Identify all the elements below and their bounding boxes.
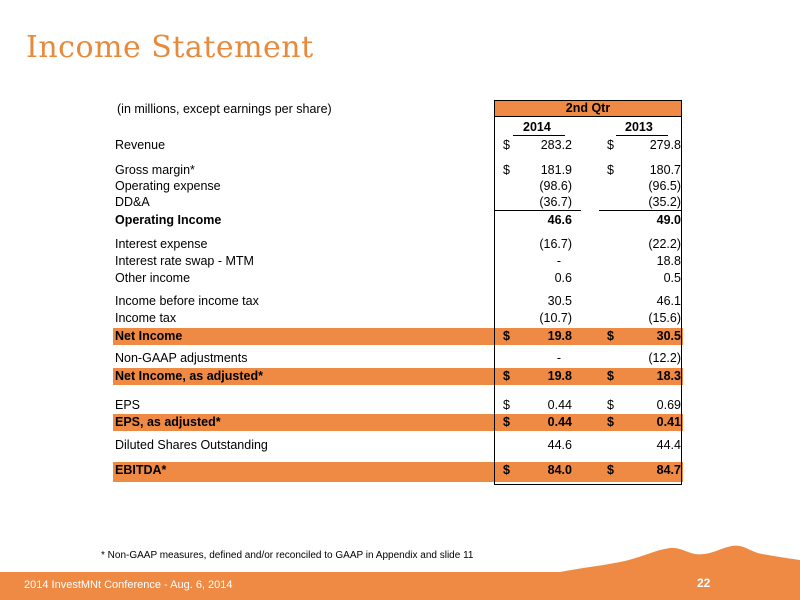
row-label: Interest expense bbox=[115, 237, 208, 251]
value-2014: 44.6 bbox=[547, 438, 572, 452]
value-2013: 18.3 bbox=[656, 369, 681, 383]
value-2013: 0.41 bbox=[656, 415, 681, 429]
footer-conference-text: 2014 InvestMNt Conference - Aug. 6, 2014 bbox=[24, 579, 233, 591]
period-header: 2nd Qtr bbox=[494, 100, 682, 117]
mountain-logo-graphic bbox=[560, 538, 800, 574]
value-2014: 181.9 bbox=[540, 163, 572, 177]
row-label: EBITDA* bbox=[115, 463, 167, 477]
value-2014: 19.8 bbox=[547, 369, 572, 383]
value-2013: 0.69 bbox=[656, 398, 681, 412]
value-2014: (98.6) bbox=[539, 179, 572, 193]
value-2014: 84.0 bbox=[547, 463, 572, 477]
row-label: Gross margin* bbox=[115, 163, 195, 177]
row-interest-expense bbox=[113, 236, 683, 253]
row-label: Other income bbox=[115, 271, 191, 285]
row-non-gaap-adjustments bbox=[113, 350, 683, 367]
row-label: DD&A bbox=[115, 195, 150, 209]
row-gross-margin bbox=[113, 162, 683, 179]
year-2013-header: 2013 bbox=[625, 120, 653, 134]
row-ebitda bbox=[113, 462, 683, 482]
row-operating-income bbox=[113, 212, 683, 229]
value-2013: 30.5 bbox=[656, 329, 681, 343]
row-income-tax bbox=[113, 310, 683, 327]
row-eps-adjusted bbox=[113, 414, 683, 431]
value-2014: 0.6 bbox=[554, 271, 572, 285]
value-2013: (35.2) bbox=[648, 195, 681, 209]
row-label: EPS, as adjusted* bbox=[115, 415, 221, 429]
value-2013: 0.5 bbox=[663, 271, 681, 285]
value-2013: 49.0 bbox=[656, 213, 681, 227]
row-label: Operating Income bbox=[115, 213, 222, 227]
row-label: Net Income bbox=[115, 329, 183, 343]
currency-2013: $ bbox=[607, 398, 614, 412]
table-bottom-rule bbox=[494, 484, 682, 485]
value-2013: 44.4 bbox=[656, 438, 681, 452]
row-label: Interest rate swap - MTM bbox=[115, 254, 254, 268]
row-dda bbox=[113, 194, 683, 211]
value-2014: 19.8 bbox=[547, 329, 572, 343]
value-2014: (16.7) bbox=[539, 237, 572, 251]
value-2014: (10.7) bbox=[539, 311, 572, 325]
row-label: Non-GAAP adjustments bbox=[115, 351, 248, 365]
year-underline bbox=[513, 135, 565, 136]
year-2014-header: 2014 bbox=[523, 120, 551, 134]
footnote: * Non-GAAP measures, defined and/or reconciled to GAAP in Appendix and slide 11 bbox=[101, 550, 474, 561]
row-diluted-shares bbox=[113, 437, 683, 454]
currency-2013: $ bbox=[607, 463, 614, 477]
page-number: 22 bbox=[697, 576, 711, 590]
row-interest-rate-swap bbox=[113, 253, 683, 270]
currency-2013: $ bbox=[607, 138, 614, 152]
value-2013: 18.8 bbox=[656, 254, 681, 268]
currency-2013: $ bbox=[607, 163, 614, 177]
currency-2013: $ bbox=[607, 415, 614, 429]
row-label: Income before income tax bbox=[115, 294, 259, 308]
value-2014: - bbox=[556, 351, 561, 365]
currency-2014: $ bbox=[503, 369, 510, 383]
units-note: (in millions, except earnings per share) bbox=[117, 102, 332, 116]
currency-2014: $ bbox=[503, 163, 510, 177]
row-eps bbox=[113, 397, 683, 414]
currency-2014: $ bbox=[503, 398, 510, 412]
value-2014: 0.44 bbox=[547, 398, 572, 412]
row-revenue bbox=[113, 137, 683, 154]
row-label: Operating expense bbox=[115, 179, 221, 193]
subtotal-rule bbox=[495, 210, 581, 211]
currency-2013: $ bbox=[607, 369, 614, 383]
value-2013: (12.2) bbox=[648, 351, 681, 365]
value-2014: 283.2 bbox=[540, 138, 572, 152]
value-2014: 0.44 bbox=[547, 415, 572, 429]
value-2013: (22.2) bbox=[648, 237, 681, 251]
currency-2014: $ bbox=[503, 415, 510, 429]
subtotal-rule bbox=[599, 210, 681, 211]
currency-2014: $ bbox=[503, 138, 510, 152]
slide-title: Income Statement bbox=[26, 30, 314, 65]
currency-2014: $ bbox=[503, 463, 510, 477]
currency-2013: $ bbox=[607, 329, 614, 343]
row-other-income bbox=[113, 270, 683, 287]
value-2013: 180.7 bbox=[649, 163, 681, 177]
year-underline bbox=[616, 135, 668, 136]
row-income-before-tax bbox=[113, 293, 683, 310]
row-operating-expense bbox=[113, 178, 683, 195]
value-2013: (15.6) bbox=[648, 311, 681, 325]
row-label: Diluted Shares Outstanding bbox=[115, 438, 268, 452]
value-2013: 279.8 bbox=[649, 138, 681, 152]
row-net-income bbox=[113, 328, 683, 345]
value-2014: 30.5 bbox=[547, 294, 572, 308]
row-label: Income tax bbox=[115, 311, 177, 325]
currency-2014: $ bbox=[503, 329, 510, 343]
row-label: EPS bbox=[115, 398, 141, 412]
value-2013: 46.1 bbox=[656, 294, 681, 308]
value-2013: (96.5) bbox=[648, 179, 681, 193]
value-2013: 84.7 bbox=[656, 463, 681, 477]
value-2014: (36.7) bbox=[539, 195, 572, 209]
row-label: Net Income, as adjusted* bbox=[115, 369, 263, 383]
row-label: Revenue bbox=[115, 138, 166, 152]
value-2014: - bbox=[556, 254, 561, 268]
value-2014: 46.6 bbox=[547, 213, 572, 227]
row-net-income-adjusted bbox=[113, 368, 683, 385]
